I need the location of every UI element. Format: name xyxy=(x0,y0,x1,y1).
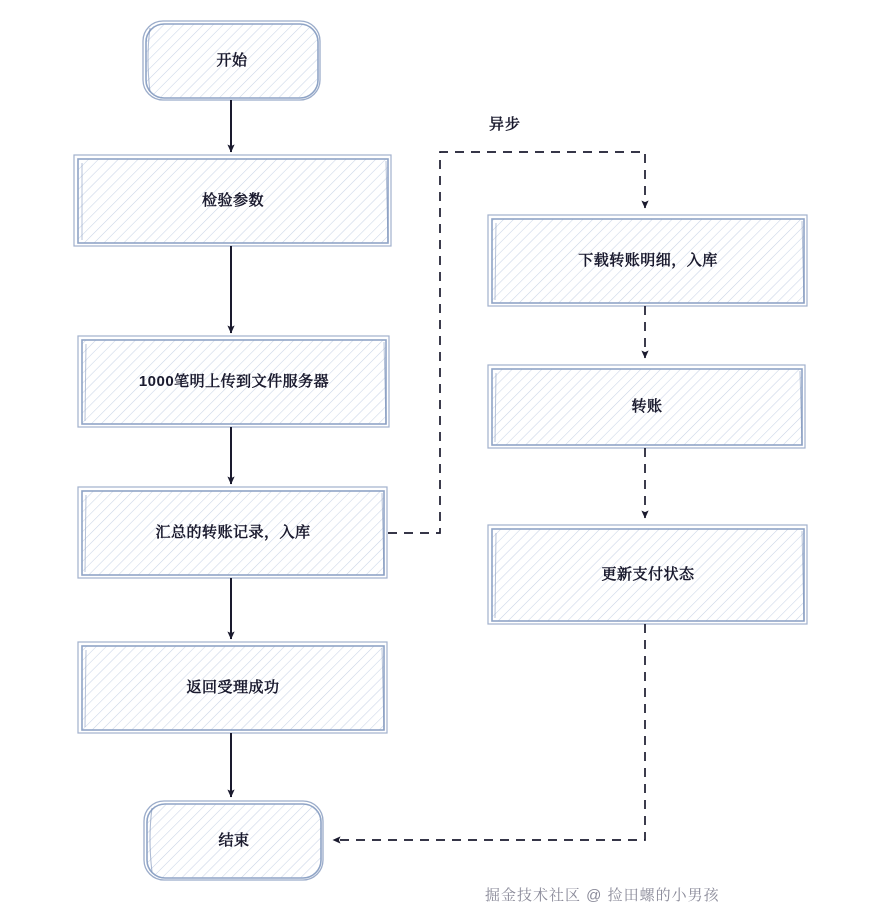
node-upload-file-label: 1000笔明上传到文件服务器 xyxy=(138,373,330,391)
node-upload-file[interactable] xyxy=(78,336,390,428)
node-return-success[interactable] xyxy=(78,642,388,734)
node-check-params-label: 检验参数 xyxy=(201,192,264,210)
node-summary-record[interactable] xyxy=(78,487,388,579)
node-summary-record-label: 汇总的转账记录，入库 xyxy=(155,524,311,542)
node-start-label: 开始 xyxy=(216,52,248,70)
node-check-params[interactable] xyxy=(74,155,392,247)
node-end-label: 结束 xyxy=(218,832,250,850)
node-start[interactable] xyxy=(142,20,322,102)
edge-summary-record-to-download-detail xyxy=(388,152,645,533)
node-end[interactable] xyxy=(143,800,325,882)
node-return-success-label: 返回受理成功 xyxy=(186,679,280,697)
node-update-pay-status[interactable] xyxy=(488,525,808,625)
watermark-text: 掘金技术社区 @ 捡田螺的小男孩 xyxy=(485,887,720,904)
node-download-detail[interactable] xyxy=(488,215,808,307)
node-transfer[interactable] xyxy=(488,365,806,449)
node-download-detail-label: 下载转账明细，入库 xyxy=(578,252,718,270)
node-update-pay-status-label: 更新支付状态 xyxy=(601,566,695,584)
node-transfer-label: 转账 xyxy=(631,398,663,416)
edge-label-async: 异步 xyxy=(489,116,522,133)
